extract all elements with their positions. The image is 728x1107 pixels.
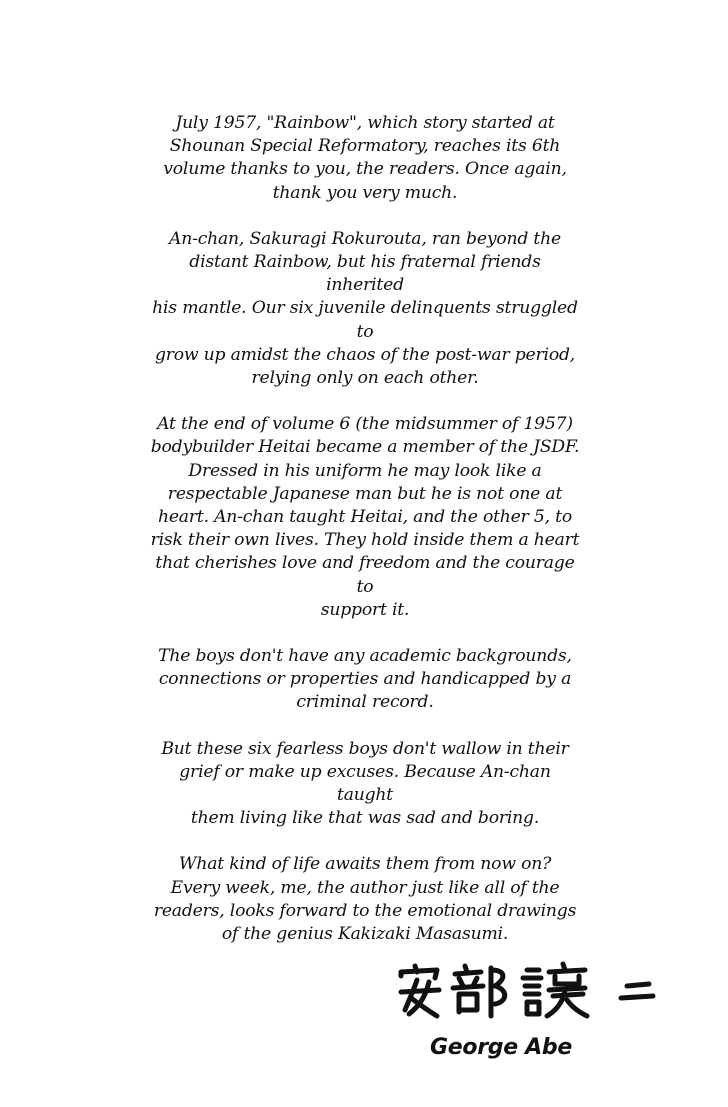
signature-kanji-icon (395, 960, 665, 1020)
afterword-paragraph-6: What kind of life awaits them from now on? Every week, me, the author just like all of the readers, looks forward to the emotional drawings of the genius Kakizaki Masasumi. (153, 854, 577, 945)
author-name: George Abe (430, 1035, 572, 1060)
afterword-paragraph-1: July 1957, "Rainbow", which story started at Shounan Special Reformatory, reaches its 6th volume thanks to you, the readers. Once again, thank you very much. (163, 113, 567, 203)
afterword-text (150, 112, 580, 969)
handwritten-signature (395, 960, 665, 1020)
afterword-paragraph-3: At the end of volume 6 (the midsummer of 1957) bodybuilder Heitai became a member of the JSDF. Dressed in his uniform he may look like a respectable Japanese man but he is not one at heart. An-chan taught Heitai, and the other 5, to risk their own lives. They hold inside them a heart that cherishes love and freedom and the courage to support it. (150, 414, 580, 620)
afterword-paragraph-5: But these six fearless boys don't wallow in their grief or make up excuses. Because An-chan taught them living like that was sad and boring. (161, 738, 569, 829)
afterword-paragraph-4: The boys don't have any academic backgrounds, connections or properties and handicapped by a criminal record. (158, 646, 572, 713)
afterword-paragraph-2: An-chan, Sakuragi Rokurouta, ran beyond the distant Rainbow, but his fraternal friends inherited his mantle. Our six juvenile delinquents struggled to grow up amidst the chaos of the post-war period, relying only on each other. (152, 228, 578, 389)
